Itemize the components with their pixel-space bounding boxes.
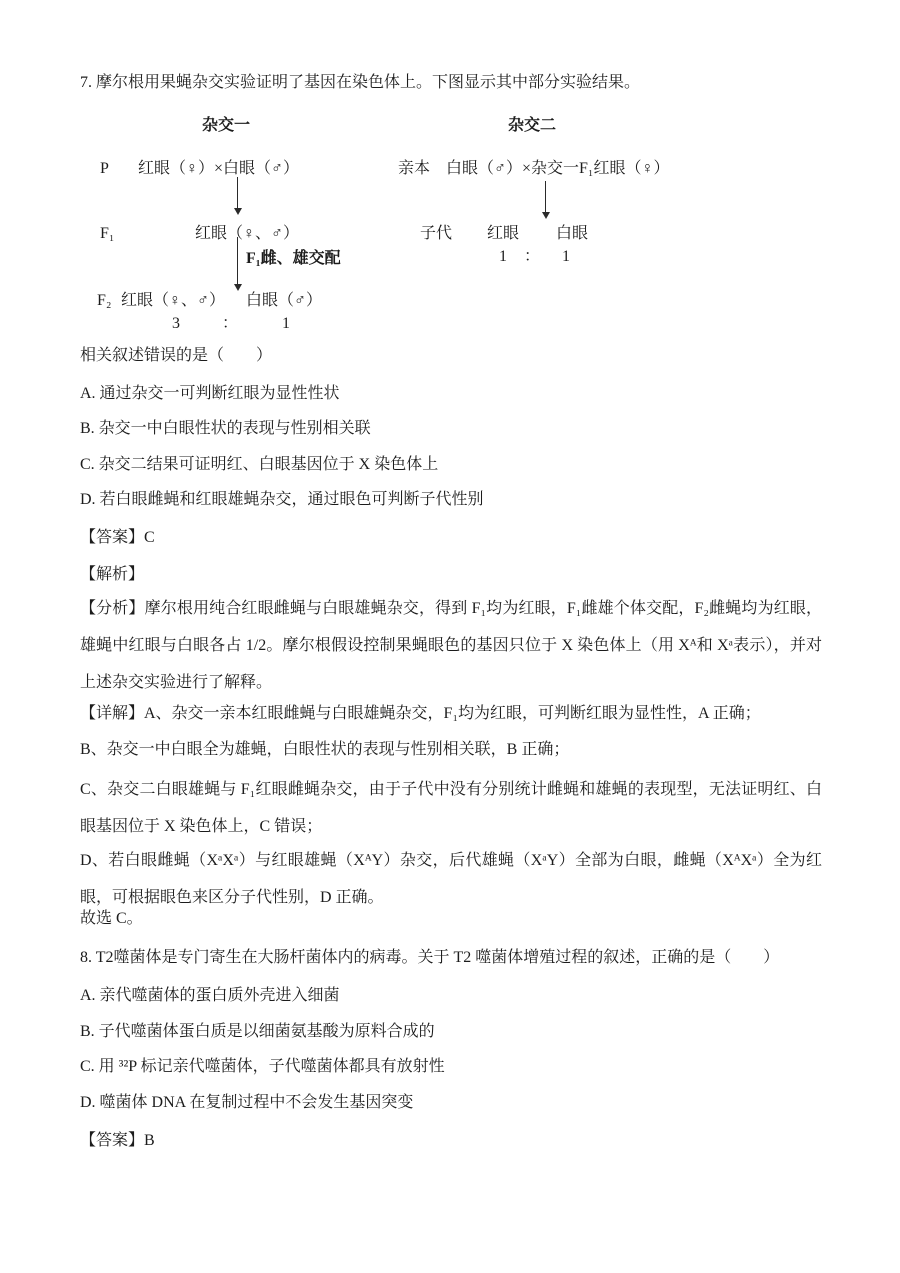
q8-option-b: B. 子代噬菌体蛋白质是以细菌氨基酸为原料合成的 <box>80 1023 435 1040</box>
q7-option-a: A. 通过杂交一可判断红眼为显性性状 <box>80 385 340 402</box>
offspring-ratio-colon: ： <box>524 248 541 265</box>
q7-detail-b: B、杂交一中白眼全为雄蝇，白眼性状的表现与性别相关联，B 正确； <box>80 741 570 758</box>
q7-option-c: C. 杂交二结果可证明红、白眼基因位于 X 染色体上 <box>80 456 439 473</box>
cross2-title: 杂交二 <box>508 117 557 134</box>
cross1-title: 杂交一 <box>202 117 251 134</box>
offspring-ratio-left: 1 <box>499 248 507 265</box>
question-7-prompt: 相关叙述错误的是（ ） <box>80 347 273 364</box>
p-generation-label: P <box>100 160 109 177</box>
cross-diagram <box>0 105 900 343</box>
q7-detail-d: D、若白眼雌蝇（XᵃXᵃ）与红眼雄蝇（XᴬY）杂交，后代雄蝇（XᵃY）全部为白眼，雌蝇（XᴬXᵃ）全为红眼，可根据眼色来区分子代性别，D 正确。 <box>80 852 822 906</box>
q7-option-d: D. 若白眼雌蝇和红眼雄蝇杂交，通过眼色可判断子代性别 <box>80 491 484 508</box>
q7-detail-c: C、杂交二白眼雄蝇与 F₁红眼雌蝇杂交，由于子代中没有分别统计雌蝇和雄蝇的表现型，无法证明红、白眼基因位于 X 染色体上，C 错误； <box>80 781 822 835</box>
f1-generation-label: F₁ <box>100 225 115 242</box>
offspring-ratio-right: 1 <box>562 248 570 265</box>
q8-option-c: C. 用 ³²P 标记亲代噬菌体，子代噬菌体都具有放射性 <box>80 1058 445 1075</box>
down-arrow-icon <box>237 237 238 285</box>
q7-conclusion: 故选 C。 <box>80 910 143 927</box>
q7-answer: 【答案】C <box>80 529 155 546</box>
q7-option-b: B. 杂交一中白眼性状的表现与性别相关联 <box>80 420 371 437</box>
f1-result-text: 红眼（♀、♂） <box>195 225 300 242</box>
q8-option-d: D. 噬菌体 DNA 在复制过程中不会发生基因突变 <box>80 1094 414 1111</box>
offspring-red-text: 红眼 <box>487 225 520 242</box>
f2-ratio-right: 1 <box>282 315 290 332</box>
question-7-stem: 7. 摩尔根用果蝇杂交实验证明了基因在染色体上。下图显示其中部分实验结果。 <box>80 74 641 91</box>
f2-red-text: 红眼（♀、♂） <box>121 292 226 309</box>
q7-analysis-header: 【解析】 <box>80 566 145 583</box>
q8-option-a: A. 亲代噬菌体的蛋白质外壳进入细菌 <box>80 987 340 1004</box>
q8-answer: 【答案】B <box>80 1132 155 1149</box>
q7-detail-a: 【详解】A、杂交一亲本红眼雌蝇与白眼雄蝇杂交，F₁均为红眼，可判断红眼为显性性，A 正确； <box>80 705 761 722</box>
down-arrow-icon <box>545 181 546 213</box>
down-arrow-icon <box>237 177 238 209</box>
f1-mating-label: F₁雌、雄交配 <box>246 250 341 267</box>
f2-generation-label: F₂ <box>97 292 112 309</box>
q7-analysis-paragraph: 【分析】摩尔根用纯合红眼雌蝇与白眼雄蝇杂交，得到 F₁均为红眼，F₁雌雄个体交配，F₂雌蝇均为红眼，雄蝇中红眼与白眼各占 1/2。摩尔根假设控制果蝇眼色的基因只位于 X 染色体上（用 Xᴬ和 Xᵃ表示），并对上述杂交实验进行了解释。 <box>80 600 822 691</box>
f2-ratio-left: 3 <box>172 315 180 332</box>
question-8-stem: 8. T2噬菌体是专门寄生在大肠杆菌体内的病毒。关于 T2 噬菌体增殖过程的叙述，正确的是（ ） <box>80 949 780 966</box>
p-cross-text: 红眼（♀）×白眼（♂） <box>138 160 300 177</box>
parent-cross-text: 亲本 白眼（♂）×杂交一F₁红眼（♀） <box>398 160 670 177</box>
f2-white-text: 白眼（♂） <box>246 292 323 309</box>
offspring-white-text: 白眼 <box>556 225 589 242</box>
offspring-label: 子代 <box>420 225 453 242</box>
f2-ratio-colon: ： <box>222 315 239 332</box>
